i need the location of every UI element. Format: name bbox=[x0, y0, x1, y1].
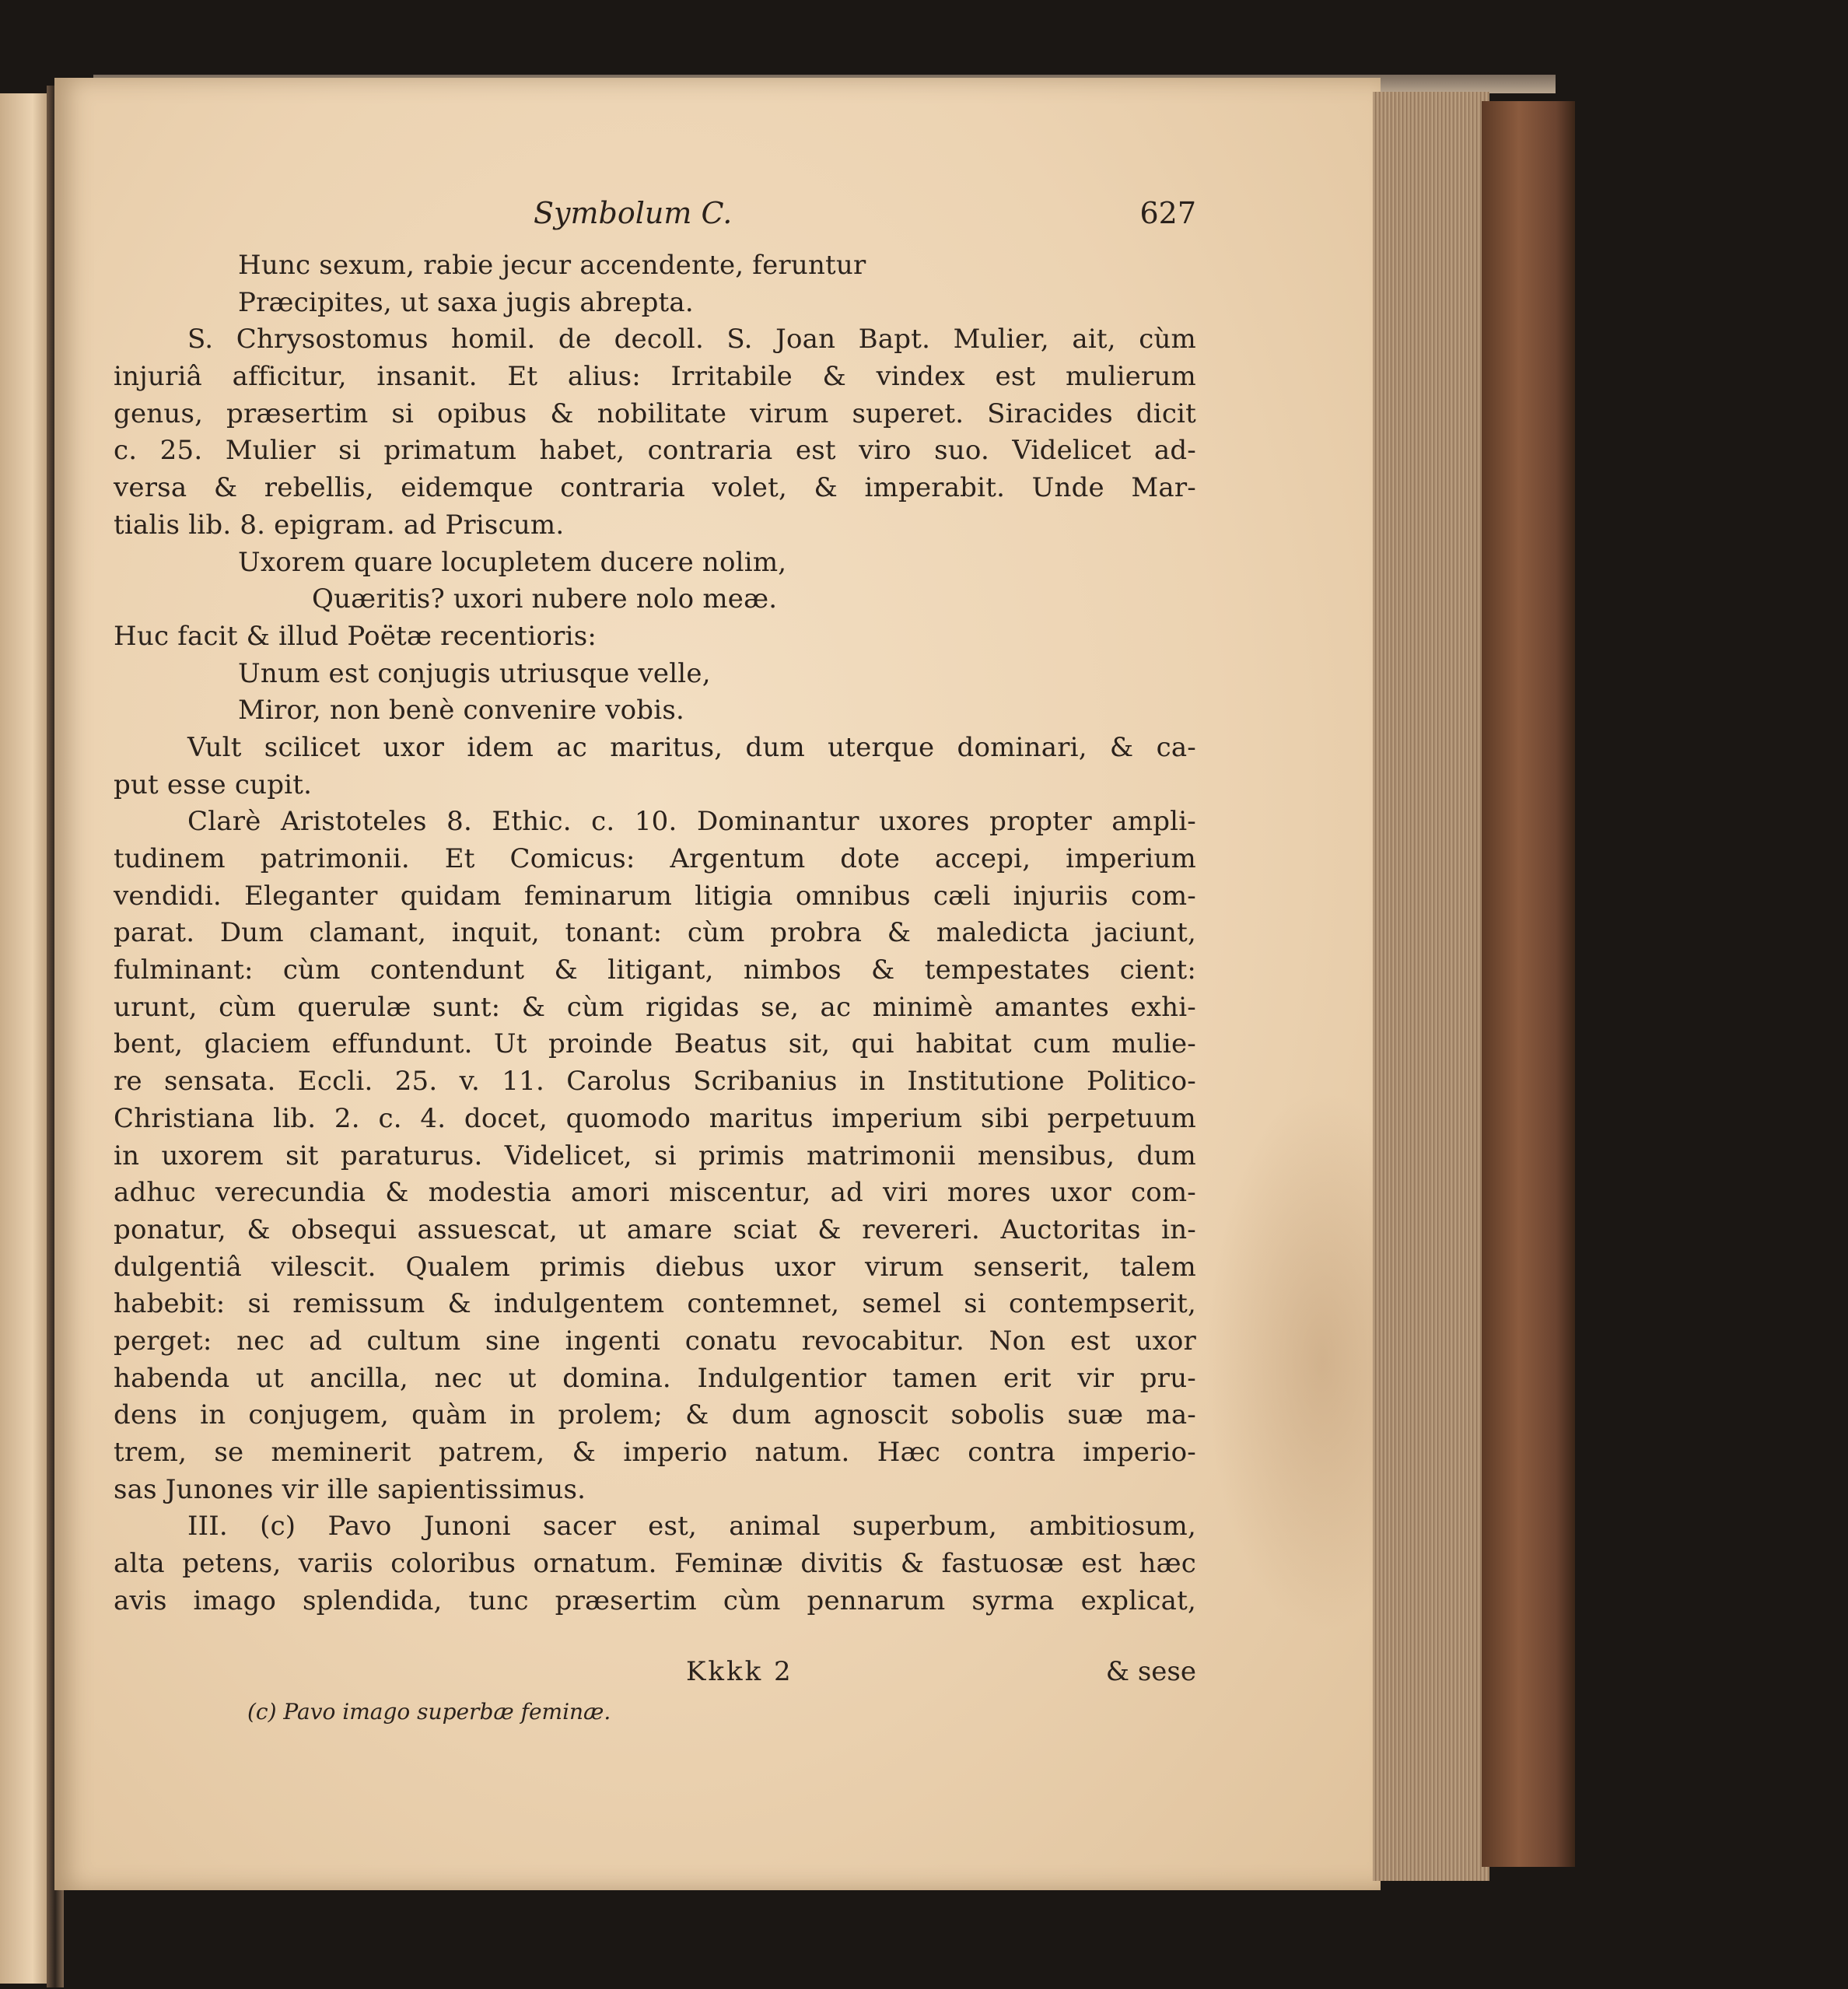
text-line: trem, se meminerit patrem, & imperio natum. Hæc contra imperio- bbox=[114, 1437, 1196, 1468]
text-line: Huc facit & illud Poëtæ recentioris: bbox=[114, 620, 597, 652]
text-line: genus, præsertim si opibus & nobilitate virum superet. Siracides dicit bbox=[114, 397, 1196, 429]
text-line: parat. Dum clamant, inquit, tonant: cùm probra & maledicta jaciunt, bbox=[114, 917, 1196, 949]
body-text bbox=[114, 247, 1196, 1620]
text-line: Christiana lib. 2. c. 4. docet, quomodo maritus imperium sibi perpetuum bbox=[114, 1102, 1196, 1134]
text-line: Præcipites, ut saxa jugis abrepta. bbox=[238, 286, 694, 318]
text-line: in uxorem sit paraturus. Videlicet, si primis matrimonii mensibus, dum bbox=[114, 1140, 1196, 1171]
text-line: tudinem patrimonii. Et Comicus: Argentum dote accepi, imperium bbox=[114, 843, 1196, 874]
text-line: injuriâ afficitur, insanit. Et alius: Irritabile & vindex est mulierum bbox=[114, 361, 1196, 393]
text-line: habenda ut ancilla, nec ut domina. Indulgentior tamen erit vir pru- bbox=[114, 1362, 1196, 1394]
text-line: urunt, cùm querulæ sunt: & cùm rigidas se, ac minimè amantes exhi- bbox=[114, 991, 1196, 1023]
text-line: Clarè Aristoteles 8. Ethic. c. 10. Dominantur uxores propter ampli- bbox=[187, 806, 1196, 838]
text-line: III. (c) Pavo Junoni sacer est, animal superbum, ambitiosum, bbox=[187, 1511, 1196, 1543]
text-line: habebit: si remissum & indulgentem contemnet, semel si contempserit, bbox=[114, 1288, 1196, 1320]
verse-line: Quæritis? uxori nubere nolo meæ. bbox=[312, 583, 778, 615]
verse-line: Miror, non benè convenire vobis. bbox=[238, 695, 684, 727]
text-line: Vult scilicet uxor idem ac maritus, dum uterque dominari, & ca- bbox=[187, 731, 1196, 763]
text-line: Hunc sexum, rabie jecur accendente, feruntur bbox=[238, 250, 866, 281]
verse-line: Unum est conjugis utriusque velle, bbox=[238, 657, 711, 689]
text-line: versa & rebellis, eidemque contraria volet, & imperabit. Unde Mar- bbox=[114, 472, 1196, 504]
signature-row bbox=[114, 1656, 1196, 1693]
text-line: adhuc verecundia & modestia amori miscentur, ad viri mores uxor com- bbox=[114, 1177, 1196, 1209]
text-line: put esse cupit. bbox=[114, 769, 313, 800]
text-line: ponatur, & obsequi assuescat, ut amare sciat & revereri. Auctoritas in- bbox=[114, 1213, 1196, 1245]
text-line: c. 25. Mulier si primatum habet, contraria est viro suo. Videlicet ad- bbox=[114, 435, 1196, 467]
text-line: fulminant: cùm contendunt & litigant, nimbos & tempestates cient: bbox=[114, 954, 1196, 986]
page-number: 627 bbox=[1139, 196, 1196, 230]
text-line: tialis lib. 8. epigram. ad Priscum. bbox=[114, 509, 565, 541]
text-line: S. Chrysostomus homil. de decoll. S. Joan Bapt. Mulier, ait, cùm bbox=[187, 324, 1196, 355]
text-line: alta petens, variis coloribus ornatum. Feminæ divitis & fastuosæ est hæc bbox=[114, 1548, 1196, 1580]
verse-line: Uxorem quare locupletem ducere nolim, bbox=[238, 546, 787, 578]
text-line: bent, glaciem effundunt. Ut proinde Beatus sit, qui habitat cum mulie- bbox=[114, 1028, 1196, 1060]
text-line: re sensata. Eccli. 25. v. 11. Carolus Scribanius in Institutione Politico- bbox=[114, 1066, 1196, 1098]
text-line: avis imago splendida, tunc præsertim cùm pennarum syrma explicat, bbox=[114, 1585, 1196, 1616]
signature-mark: Kkkk 2 bbox=[686, 1656, 793, 1687]
text-line: perget: nec ad cultum sine ingenti conatu revocabitur. Non est uxor bbox=[114, 1325, 1196, 1357]
text-line: vendidi. Eleganter quidam feminarum litigia omnibus cæli injuriis com- bbox=[114, 880, 1196, 912]
fore-edge-pages bbox=[1373, 92, 1489, 1881]
text-line: dulgentiâ vilescit. Qualem primis diebus uxor virum senserit, talem bbox=[114, 1251, 1196, 1283]
footnote: (c) Pavo imago superbæ feminæ. bbox=[247, 1699, 611, 1725]
running-head-title: Symbolum C. bbox=[534, 196, 733, 230]
text-line: sas Junones vir ille sapientissimus. bbox=[114, 1473, 586, 1505]
running-head bbox=[114, 196, 1196, 243]
text-line: dens in conjugem, quàm in prolem; & dum agnoscit sobolis suæ ma- bbox=[114, 1399, 1196, 1431]
catchword: & sese bbox=[1105, 1656, 1196, 1687]
leather-cover-edge bbox=[1482, 101, 1575, 1867]
